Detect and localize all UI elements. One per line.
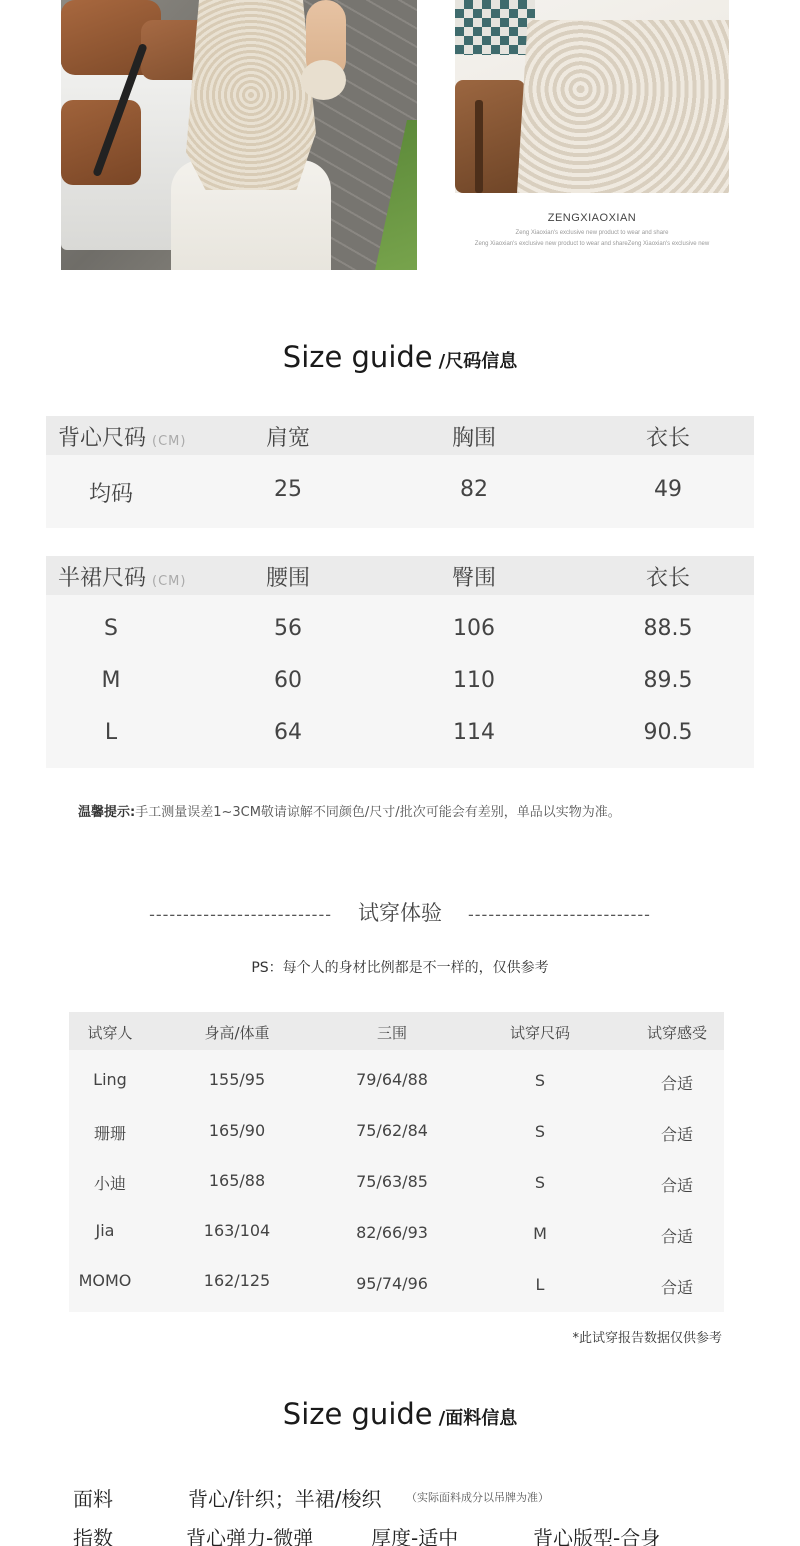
height-weight-cell: 162/125 [203, 1271, 271, 1290]
table-row [69, 1254, 724, 1305]
table-row [69, 1050, 724, 1101]
header-cell: 腰围 [265, 566, 311, 591]
fabric-label: 面料 [73, 1487, 113, 1511]
tester-cell: Ling [93, 1070, 127, 1089]
size-cell: S [534, 1173, 546, 1192]
tryon-footnote: *此试穿报告数据仅供参考 [572, 1331, 722, 1346]
photo-crochet-vest [186, 0, 316, 190]
value-cell: 106 [453, 616, 495, 641]
table-header-row [69, 1012, 724, 1050]
table-row [46, 604, 754, 656]
photo-hand [301, 60, 346, 100]
tryon-ps-note: PS：每个人的身材比例都是不一样的，仅供参考 [251, 960, 549, 976]
divider-right: --------------------------- [468, 905, 651, 924]
value-cell: 60 [274, 668, 302, 693]
size-cell: S [534, 1071, 546, 1090]
value-cell: 56 [274, 616, 302, 641]
value-cell: 88.5 [643, 616, 693, 641]
height-weight-cell: 163/104 [203, 1221, 271, 1240]
header-cell: 衣长 [645, 426, 691, 451]
heading-subtitle: /面料信息 [438, 1408, 518, 1429]
feel-cell: 合适 [660, 1227, 694, 1246]
table-row [46, 708, 754, 760]
table-row [46, 455, 754, 528]
thickness-value: 厚度-适中 [371, 1526, 459, 1546]
fabric-value: 背心/针织；半裙/梭织 [188, 1487, 382, 1511]
index-label: 指数 [73, 1526, 113, 1546]
brand-tagline-2: Zeng Xiaoxian's exclusive new product to wear and shareZeng Xiaoxian's exclusive new [474, 241, 710, 247]
value-cell: 114 [453, 720, 495, 745]
tryon-heading [0, 897, 800, 927]
size-cell: L [104, 720, 118, 745]
fabric-heading [0, 1397, 800, 1431]
value-cell: 64 [274, 720, 302, 745]
header-cell: 试穿尺码 [509, 1024, 571, 1042]
vest-size-table [46, 416, 754, 528]
measurements-cell: 75/62/84 [356, 1121, 428, 1140]
measurements-cell: 95/74/96 [356, 1274, 428, 1293]
header-cell: 试穿人 [87, 1024, 133, 1042]
tryon-table [69, 1012, 724, 1312]
divider-left: --------------------------- [149, 905, 332, 924]
brand-tagline: Zeng Xiaoxian's exclusive new product to wear and share [515, 230, 669, 236]
table-row [69, 1152, 724, 1203]
header-cell: 试穿感受 [646, 1024, 708, 1042]
tester-cell: Jia [95, 1221, 115, 1240]
height-weight-cell: 165/88 [208, 1171, 266, 1190]
product-photo-detail [455, 0, 729, 193]
value-cell: 25 [274, 477, 302, 502]
value-cell: 110 [453, 668, 495, 693]
value-cell: 89.5 [643, 668, 693, 693]
size-cell: S [104, 616, 118, 641]
brand-name: ZENGXIAOXIAN [547, 212, 637, 224]
elasticity-value: 背心弹力-微弹 [186, 1526, 314, 1546]
feel-cell: 合适 [660, 1074, 694, 1093]
header-cell: 臀围 [451, 566, 497, 591]
measurement-notice [78, 801, 621, 820]
measurements-cell: 79/64/88 [356, 1070, 428, 1089]
header-cell: 肩宽 [265, 426, 311, 451]
table-row [69, 1101, 724, 1152]
size-guide-heading [0, 340, 800, 374]
heading-subtitle: /尺码信息 [438, 351, 518, 372]
tryon-title: 试穿体验 [358, 901, 442, 925]
measurements-cell: 75/63/85 [356, 1172, 428, 1191]
header-cell: 胸围 [451, 426, 497, 451]
measurements-cell: 82/66/93 [356, 1223, 428, 1242]
header-cell: 衣长 [645, 566, 691, 591]
header-cell: 三围 [376, 1024, 408, 1042]
heading-title: Size guide [282, 1397, 433, 1431]
table-row [46, 656, 754, 708]
photo-tiles [455, 0, 535, 55]
photo-lace [517, 20, 729, 193]
product-photo-model [61, 0, 417, 270]
height-weight-cell: 155/95 [208, 1070, 266, 1089]
notice-label: 温馨提示: [78, 805, 136, 820]
header-cell: 身高/体重 [204, 1024, 270, 1042]
heading-title: Size guide [282, 340, 433, 374]
tester-cell: 珊珊 [93, 1124, 127, 1143]
tester-cell: 小迪 [93, 1174, 127, 1193]
notice-text: 手工测量误差1~3CM敬请谅解不同颜色/尺寸/批次可能会有差别，单品以实物为准。 [135, 805, 621, 820]
fit-value: 背心版型-合身 [533, 1526, 661, 1546]
tester-cell: MOMO [78, 1271, 132, 1290]
size-cell: S [534, 1122, 546, 1141]
size-cell: M [101, 668, 121, 693]
header-cell: 背心尺码 (CM) [58, 426, 187, 451]
value-cell: 90.5 [643, 720, 693, 745]
photo-bag [455, 80, 525, 193]
fabric-index-row [0, 1522, 800, 1546]
header-cell: 半裙尺码 (CM) [58, 566, 187, 591]
table-header-row [46, 416, 754, 455]
fabric-note: （实际面料成分以吊牌为准） [406, 1491, 549, 1504]
size-cell: 均码 [88, 482, 134, 507]
photo-strap [475, 100, 483, 193]
height-weight-cell: 165/90 [208, 1121, 266, 1140]
table-row [69, 1203, 724, 1254]
table-header-row [46, 556, 754, 595]
feel-cell: 合适 [660, 1176, 694, 1195]
feel-cell: 合适 [660, 1278, 694, 1297]
feel-cell: 合适 [660, 1125, 694, 1144]
value-cell: 49 [654, 477, 682, 502]
size-cell: M [533, 1224, 547, 1243]
fabric-material-row [0, 1483, 800, 1513]
size-cell: L [535, 1275, 545, 1294]
skirt-size-table [46, 556, 754, 768]
value-cell: 82 [460, 477, 488, 502]
